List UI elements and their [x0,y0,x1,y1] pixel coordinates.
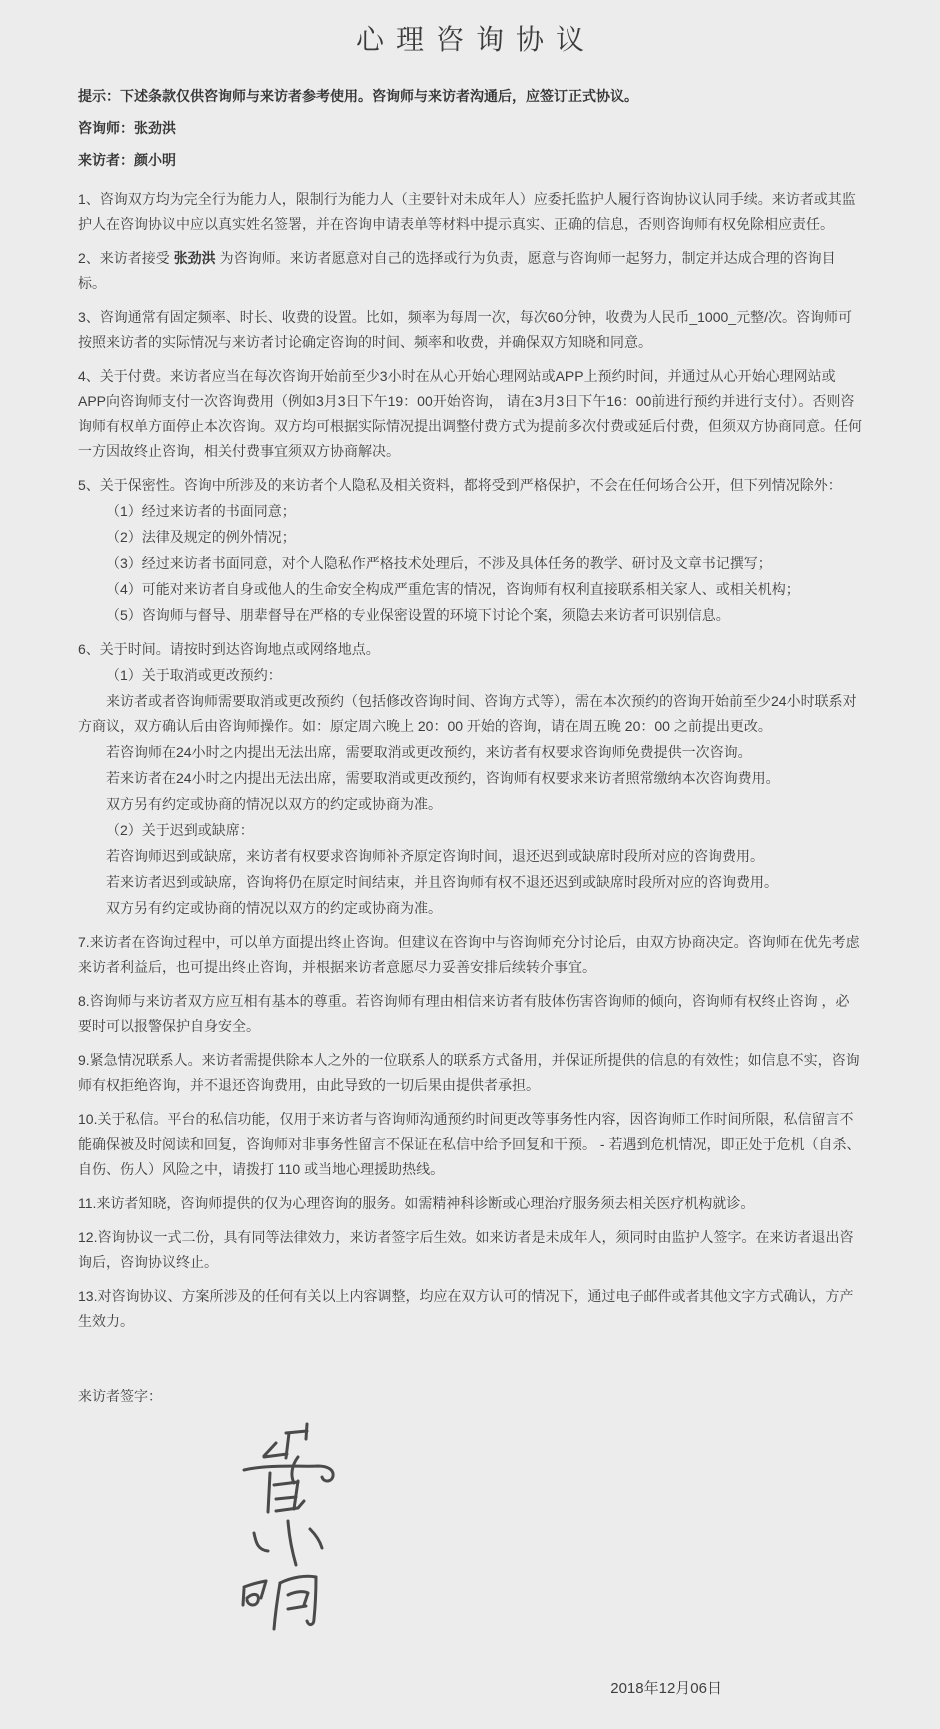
agreement-paragraph [78,246,862,296]
counselor-line: 咨询师：张劲洪 [78,120,176,136]
page-title: 心理咨询协议 [355,24,596,55]
paragraph-text: 8.咨询师与来访者双方应互相有基本的尊重。若咨询师有理由相信来访者有肢体伤害咨询师的倾向，咨询师有权终止咨询 ，必要时可以报警保护自身安全。 [78,993,850,1034]
paragraph-text: 4、关于付费。来访者应当在每次咨询开始前至少3小时在从心开始心理网站或APP上预约时间，并通过从心开始心理网站或APP向咨询师支付一次咨询费用（例如3月3日下午19：00开始咨询， 请在3月3日下午16：00前进行预约并进行支付）。否则咨询师有权单方面停止本次咨询。双方均可根据实际情况提出调整付费方式为提前多次付费或延后付费，但须双方协商同意。任何一方因故终止咨询，相关付费事宜须双方协商解决。 [78,368,862,459]
paragraph-text: （2）关于迟到或缺席： [106,822,254,838]
paragraph-text: 双方另有约定或协商的情况以双方的约定或协商为准。 [106,900,442,916]
paragraph-text: 13.对咨询协议、方案所涉及的任何有关以上内容调整，均应在双方认可的情况下，通过电子邮件或者其他文字方式确认，方产生效力。 [78,1288,854,1329]
agreement-paragraph [78,1048,862,1098]
agreement-paragraph [78,1107,862,1182]
paragraph-text: 来访者或者咨询师需要取消或更改预约（包括修改咨询时间、咨询方式等），需在本次预约的咨询开始前至少24小时联系对方商议，双方确认后由咨询师操作。如：原定周六晚上 20：00 开始的咨询，请在周五晚 20：00 之前提出更改。 [78,693,857,734]
paragraph-text: 11.来访者知晓，咨询师提供的仅为心理咨询的服务。如需精神科诊断或心理治疗服务须去相关医疗机构就诊。 [78,1195,755,1211]
agreement-paragraph [78,792,862,817]
paragraph-text: 10.关于私信。平台的私信功能，仅用于来访者与咨询师沟通预约时间更改等事务性内容，因咨询师工作时间所限，私信留言不能确保被及时阅读和回复，咨询师对非事务性留言不保证在私信中给予回复和干预。 - 若遇到危机情况，即正处于危机（自杀、自伤、伤人）风险之中，请拨打 110 或当地心理援助热线。 [78,1111,861,1177]
agreement-paragraph [78,364,862,464]
paragraph-text: （2）法律及规定的例外情况； [106,529,296,545]
paragraph-text: 双方另有约定或协商的情况以双方的约定或协商为准。 [106,796,442,812]
paragraph-text: 12.咨询协议一式二份，具有同等法律效力，来访者签字后生效。如来访者是未成年人，须同时由监护人签字。在来访者退出咨询后，咨询协议终止。 [78,1229,854,1270]
agreement-paragraph [78,499,862,524]
paragraph-text: 3、咨询通常有固定频率、时长、收费的设置。比如，频率为每周一次，每次60分钟，收费为人民币_1000_元整/次。咨询师可按照来访者的实际情况与来访者讨论确定咨询的时间、频率和收费，并确保双方知晓和同意。 [78,309,852,350]
paragraph-text: （3）经过来访者书面同意，对个人隐私作严格技术处理后，不涉及具体任务的教学、研讨及文章书记撰写； [106,555,772,571]
paragraph-text: 7.来访者在咨询过程中，可以单方面提出终止咨询。但建议在咨询中与咨询师充分讨论后，由双方协商决定。咨询师在优先考虑来访者利益后，也可提出终止咨询，并根据来访者意愿尽力妥善安排后续转介事宜。 [78,934,860,975]
agreement-paragraph [78,1284,862,1334]
agreement-paragraph [78,689,862,739]
paragraph-text: （5）咨询师与督导、朋辈督导在严格的专业保密设置的环境下讨论个案，须隐去来访者可识别信息。 [106,607,730,623]
agreement-paragraph [78,305,862,355]
paragraph-text: 若咨询师在24小时之内提出无法出席，需要取消或更改预约，来访者有权要求咨询师免费提供一次咨询。 [106,744,752,760]
paragraph-text: （1）关于取消或更改预约： [106,667,282,683]
agreement-paragraph [78,577,862,602]
agreement-paragraph [78,637,862,662]
paragraph-text: 为咨询师。来访者愿意对自己的选择或行为负责，愿意与咨询师一起努力，制定并达成合理的咨询目标。 [78,250,836,291]
paragraph-text: 若咨询师迟到或缺席，来访者有权要求咨询师补齐原定咨询时间，退还迟到或缺席时段所对应的咨询费用。 [106,848,764,864]
agreement-paragraph [78,603,862,628]
agreement-paragraph [78,896,862,921]
agreement-paragraph [78,740,862,765]
agreement-paragraph [78,551,862,576]
paragraph-text: 2、来访者接受 [78,250,174,266]
paragraph-text: 9.紧急情况联系人。来访者需提供除本人之外的一位联系人的联系方式备用，并保证所提供的信息的有效性；如信息不实，咨询师有权拒绝咨询，并不退还咨询费用，由此导致的一切后果由提供者承担。 [78,1052,860,1093]
paragraph-text: 若来访者在24小时之内提出无法出席，需要取消或更改预约，咨询师有权要求来访者照常缴纳本次咨询费用。 [106,770,780,786]
clauses [78,187,862,1334]
agreement-paragraph [78,663,862,688]
agreement-paragraph [78,525,862,550]
agreement-paragraph [78,930,862,980]
signature-label: 来访者签字： [78,1388,162,1404]
agreement-paragraph [78,844,862,869]
tip-line: 提示：下述条款仅供咨询师与来访者参考使用。咨询师与来访者沟通后，应签订正式协议。 [78,88,638,104]
paragraph-text: （1）经过来访者的书面同意； [106,503,296,519]
handwritten-signature [230,1421,862,1635]
visitor-line: 来访者：颜小明 [78,152,176,168]
agreement-paragraph [78,473,862,498]
agreement-paragraph [78,818,862,843]
agreement-paragraph [78,870,862,895]
paragraph-text: （4）可能对来访者自身或他人的生命安全构成严重危害的情况，咨询师有权利直接联系相关家人、或相关机构； [106,581,800,597]
agreement-paragraph [78,187,862,237]
paragraph-text: 1、咨询双方均为完全行为能力人，限制行为能力人（主要针对未成年人）应委托监护人履行咨询协议认同手续。来访者或其监护人在咨询协议中应以真实姓名签署，并在咨询申请表单等材料中提示真实、正确的信息，否则咨询师有权免除相应责任。 [78,191,856,232]
agreement-meta [78,84,862,173]
paragraph-text: 5、关于保密性。咨询中所涉及的来访者个人隐私及相关资料，都将受到严格保护，不会在任何场合公开，但下列情况除外： [78,477,842,493]
paragraph-text: 6、关于时间。请按时到达咨询地点或网络地点。 [78,641,380,657]
agreement-paragraph [78,1191,862,1216]
agreement-paragraph [78,766,862,791]
agreement-date: 2018年12月06日 [610,1680,722,1697]
paragraph-text: 若来访者迟到或缺席，咨询将仍在原定时间结束，并且咨询师有权不退还迟到或缺席时段所对应的咨询费用。 [106,874,778,890]
agreement-paragraph [78,1225,862,1275]
agreement-paragraph [78,989,862,1039]
counselor-name-emphasis: 张劲洪 [173,250,216,266]
signature-drawing-icon [230,1421,350,1633]
